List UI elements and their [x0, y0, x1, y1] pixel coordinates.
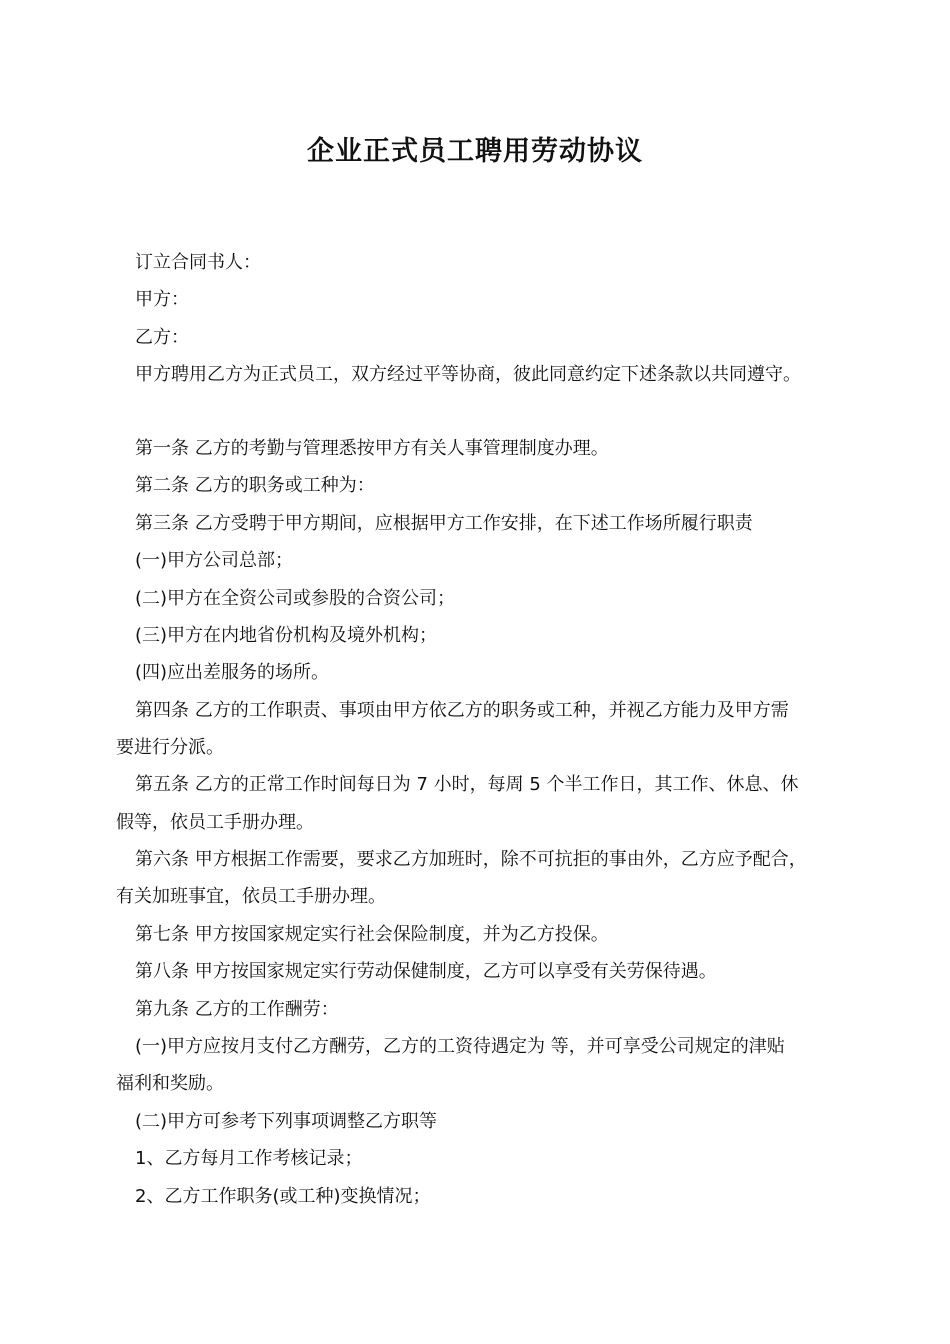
- article-2: 第二条 乙方的职务或工种为：: [135, 475, 375, 496]
- article-9: 第九条 乙方的工作酬劳：: [135, 999, 339, 1020]
- party-a-line: 甲方：: [135, 289, 189, 310]
- article-1: 第一条 乙方的考勤与管理悉按甲方有关人事管理制度办理。: [135, 438, 609, 459]
- article-6-cont: 有关加班事宜，依员工手册办理。: [116, 886, 386, 907]
- article-3: 第三条 乙方受聘于甲方期间，应根据甲方工作安排，在下述工作场所履行职责: [135, 513, 753, 534]
- article-9-subitem-1: 1、乙方每月工作考核记录；: [135, 1148, 363, 1169]
- article-9-subitem-2: 2、乙方工作职务(或工种)变换情况；: [135, 1186, 431, 1207]
- article-9-item-2: (二)甲方可参考下列事项调整乙方职等: [135, 1111, 438, 1132]
- article-7: 第七条 甲方按国家规定实行社会保险制度，并为乙方投保。: [135, 924, 609, 945]
- article-4: 第四条 乙方的工作职责、事项由甲方依乙方的职务或工种，并视乙方能力及甲方需: [135, 700, 789, 721]
- article-9-item-1: (一)甲方应按月支付乙方酬劳，乙方的工资待遇定为 等，并可享受公司规定的津贴: [135, 1036, 785, 1057]
- document-title: 企业正式员工聘用劳动协议: [307, 136, 643, 167]
- article-8: 第八条 甲方按国家规定实行劳动保健制度，乙方可以享受有关劳保待遇。: [135, 961, 717, 982]
- article-6: 第六条 甲方根据工作需要，要求乙方加班时，除不可抗拒的事由外，乙方应予配合，: [135, 849, 807, 870]
- article-9-item-1-cont: 福利和奖励。: [116, 1073, 224, 1094]
- article-3-item-2: (二)甲方在全资公司或参股的合资公司；: [135, 588, 456, 609]
- article-3-item-3: (三)甲方在内地省份机构及境外机构；: [135, 625, 438, 646]
- article-3-item-4: (四)应出差服务的场所。: [135, 662, 330, 683]
- party-b-line: 乙方：: [135, 327, 189, 348]
- article-5-cont: 假等，依员工手册办理。: [116, 812, 314, 833]
- party-heading: 订立合同书人：: [135, 252, 261, 273]
- article-4-cont: 要进行分派。: [116, 737, 224, 758]
- preamble-line: 甲方聘用乙方为正式员工，双方经过平等协商，彼此同意约定下述条款以共同遵守。: [135, 364, 801, 385]
- article-3-item-1: (一)甲方公司总部；: [135, 550, 294, 571]
- article-5: 第五条 乙方的正常工作时间每日为 7 小时，每周 5 个半工作日，其工作、休息、休: [135, 774, 799, 795]
